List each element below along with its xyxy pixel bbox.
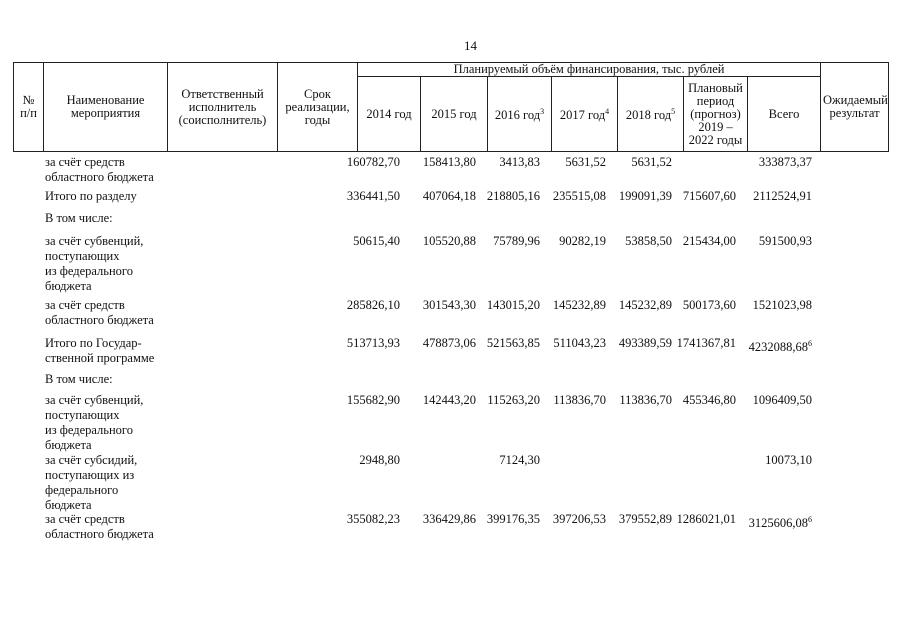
cell-value-text: 493389,59 [618, 336, 672, 350]
cell-value [487, 393, 540, 408]
cell-value [423, 234, 476, 249]
cell-value-text: 1741367,81 [676, 336, 736, 350]
header-name: Наименование мероприятия [44, 63, 168, 152]
cell-value-text: 511043,23 [553, 336, 606, 350]
cell-value [619, 298, 672, 313]
row-label-line: бюджета [45, 498, 92, 512]
cell-value-text: 355082,23 [346, 512, 400, 526]
cell-value [553, 393, 606, 408]
row-label-line: Итого по Государ- [45, 336, 142, 350]
cell-value [683, 234, 736, 249]
cell-value-text: 113836,70 [553, 393, 606, 407]
cell-value [553, 298, 606, 313]
cell-value-text: 455346,80 [682, 393, 736, 407]
footnote-mark: 6 [808, 515, 812, 524]
cell-value-text: 105520,88 [422, 234, 476, 248]
cell-value [677, 512, 736, 527]
row-label [45, 512, 154, 542]
row-label [45, 393, 143, 453]
header-2014: 2014 год [358, 77, 421, 152]
row-label-line: из федерального [45, 264, 133, 278]
header-2017-text: 2017 год [559, 108, 606, 123]
cell-value-text: 143015,20 [486, 298, 540, 312]
cell-value-text: 155682,90 [346, 393, 400, 407]
cell-value [353, 234, 400, 249]
row-label [45, 336, 154, 366]
table-row [0, 211, 905, 227]
cell-value-text: 336441,50 [346, 189, 400, 203]
row-label-line: за счёт средств [45, 155, 125, 169]
row-label-line: В том числе: [45, 211, 113, 225]
row-label-line: поступающих [45, 249, 120, 263]
cell-value-text: 407064,18 [422, 189, 476, 203]
cell-value [487, 512, 540, 527]
cell-value [749, 336, 812, 355]
table-row [0, 512, 905, 541]
table-row [0, 453, 905, 512]
cell-value-text: 5631,52 [631, 155, 672, 169]
cell-value [753, 298, 812, 313]
cell-value-text: 115263,20 [487, 393, 540, 407]
cell-value-text: 513713,93 [346, 336, 400, 350]
header-term: Срок реализации, годы [278, 63, 358, 152]
table-row [0, 372, 905, 388]
row-label-line: поступающих [45, 408, 120, 422]
cell-value [759, 234, 812, 249]
cell-value [487, 336, 540, 351]
cell-value [347, 155, 400, 170]
cell-value-text: 591500,93 [758, 234, 812, 248]
cell-value [759, 155, 812, 170]
cell-value [347, 189, 400, 204]
cell-value-text: 90282,19 [559, 234, 606, 248]
cell-value-text: 715607,60 [682, 189, 736, 203]
cell-value-text: 7124,30 [499, 453, 540, 467]
header-total: Всего [748, 77, 821, 152]
row-label-line: за счёт субвенций, [45, 234, 144, 248]
cell-value-text: 113836,70 [619, 393, 672, 407]
table-row [0, 234, 905, 293]
cell-value [765, 453, 812, 468]
cell-value-text: 145232,89 [618, 298, 672, 312]
row-label-line: бюджета [45, 438, 92, 452]
cell-value-text: 158413,80 [422, 155, 476, 169]
cell-value [487, 189, 540, 204]
cell-value [423, 393, 476, 408]
footnote-mark: 3 [540, 107, 545, 117]
row-label [45, 211, 113, 226]
cell-value [553, 336, 606, 351]
cell-value-text: 53858,50 [625, 234, 672, 248]
row-label-line: Итого по разделу [45, 189, 137, 203]
cell-value-text: 4232088,68 [748, 340, 808, 355]
row-label-line: областного бюджета [45, 527, 154, 541]
table-row [0, 298, 905, 327]
row-label [45, 453, 137, 513]
header-num: № п/п [14, 63, 44, 152]
cell-value [499, 453, 540, 468]
row-label-line: за счёт субвенций, [45, 393, 144, 407]
cell-value-text: 3413,83 [499, 155, 540, 169]
row-label-line: бюджета [45, 279, 92, 293]
row-label [45, 298, 154, 328]
cell-value [423, 512, 476, 527]
cell-value-text: 1521023,98 [752, 298, 812, 312]
cell-value [423, 336, 476, 351]
row-label-line: поступающих из [45, 468, 135, 482]
cell-value-text: 478873,06 [422, 336, 476, 350]
cell-value-text: 397206,53 [552, 512, 606, 526]
row-label-line: областного бюджета [45, 170, 154, 184]
cell-value-text: 235515,08 [552, 189, 606, 203]
cell-value [347, 393, 400, 408]
cell-value [423, 298, 476, 313]
cell-value [565, 155, 606, 170]
cell-value [487, 298, 540, 313]
row-label-line: за счёт средств [45, 512, 125, 526]
header-result: Ожидаемый результат [821, 63, 889, 152]
footnote-mark: 6 [808, 339, 812, 348]
cell-value-text: 1286021,01 [676, 512, 736, 526]
cell-value [493, 234, 540, 249]
cell-value [619, 512, 672, 527]
footnote-mark: 5 [671, 107, 676, 117]
page-number: 14 [464, 38, 477, 53]
cell-value [619, 393, 672, 408]
cell-value-text: 160782,70 [346, 155, 400, 169]
cell-value [683, 393, 736, 408]
cell-value [625, 234, 672, 249]
cell-value-text: 218805,16 [486, 189, 540, 203]
cell-value-text: 215434,00 [682, 234, 736, 248]
header-plan-period: Плановый период (прогноз) 2019 – 2022 годы [684, 77, 748, 152]
row-label-line: из федерального [45, 423, 133, 437]
cell-value [749, 512, 812, 531]
cell-value [347, 512, 400, 527]
cell-value-text: 379552,89 [618, 512, 672, 526]
row-label-line: за счёт средств [45, 298, 125, 312]
cell-value [753, 189, 812, 204]
row-label-line: В том числе: [45, 372, 113, 386]
row-label-line: за счёт субсидий, [45, 453, 138, 467]
cell-value-text: 145232,89 [552, 298, 606, 312]
cell-value [619, 189, 672, 204]
cell-value-text: 336429,86 [422, 512, 476, 526]
cell-value-text: 500173,60 [682, 298, 736, 312]
cell-value [559, 234, 606, 249]
table-row [0, 189, 905, 205]
cell-value [499, 155, 540, 170]
row-label [45, 189, 137, 204]
header-2016-text: 2016 год [494, 108, 541, 123]
cell-value-text: 50615,40 [353, 234, 400, 248]
cell-value-text: 5631,52 [565, 155, 606, 169]
cell-value-text: 285826,10 [346, 298, 400, 312]
cell-value-text: 142443,20 [422, 393, 476, 407]
header-2016 [488, 77, 552, 152]
row-label-line: ственной программе [45, 351, 155, 365]
cell-value [619, 336, 672, 351]
cell-value-text: 333873,37 [758, 155, 812, 169]
header-2017 [552, 77, 618, 152]
cell-value-text: 2112524,91 [753, 189, 812, 203]
cell-value-text: 10073,10 [765, 453, 812, 467]
row-label [45, 372, 113, 387]
cell-value [553, 189, 606, 204]
cell-value-text: 399176,35 [486, 512, 540, 526]
cell-value [683, 189, 736, 204]
cell-value-text: 75789,96 [493, 234, 540, 248]
header-2018 [618, 77, 684, 152]
cell-value [683, 298, 736, 313]
table-row [0, 155, 905, 184]
cell-value [677, 336, 736, 351]
header-financing: Планируемый объём финансирования, тыс. рублей [358, 63, 821, 77]
cell-value [423, 189, 476, 204]
table-header [13, 62, 889, 152]
row-label [45, 234, 143, 294]
footnote-mark: 4 [605, 107, 610, 117]
cell-value-text: 1096409,50 [752, 393, 812, 407]
header-2015: 2015 год [421, 77, 488, 152]
row-label-line: федерального [45, 483, 119, 497]
row-label-line: областного бюджета [45, 313, 154, 327]
cell-value [359, 453, 400, 468]
row-label [45, 155, 154, 185]
cell-value [553, 512, 606, 527]
cell-value-text: 521563,85 [486, 336, 540, 350]
cell-value [347, 336, 400, 351]
cell-value-text: 2948,80 [359, 453, 400, 467]
table-row [0, 336, 905, 365]
cell-value-text: 301543,30 [422, 298, 476, 312]
cell-value-text: 199091,39 [618, 189, 672, 203]
table-row [0, 393, 905, 452]
cell-value [347, 298, 400, 313]
header-executor: Ответственный исполнитель (соисполнитель) [168, 63, 278, 152]
cell-value [631, 155, 672, 170]
cell-value-text: 3125606,08 [748, 516, 808, 531]
cell-value [753, 393, 812, 408]
cell-value [423, 155, 476, 170]
header-2018-text: 2018 год [625, 108, 672, 123]
